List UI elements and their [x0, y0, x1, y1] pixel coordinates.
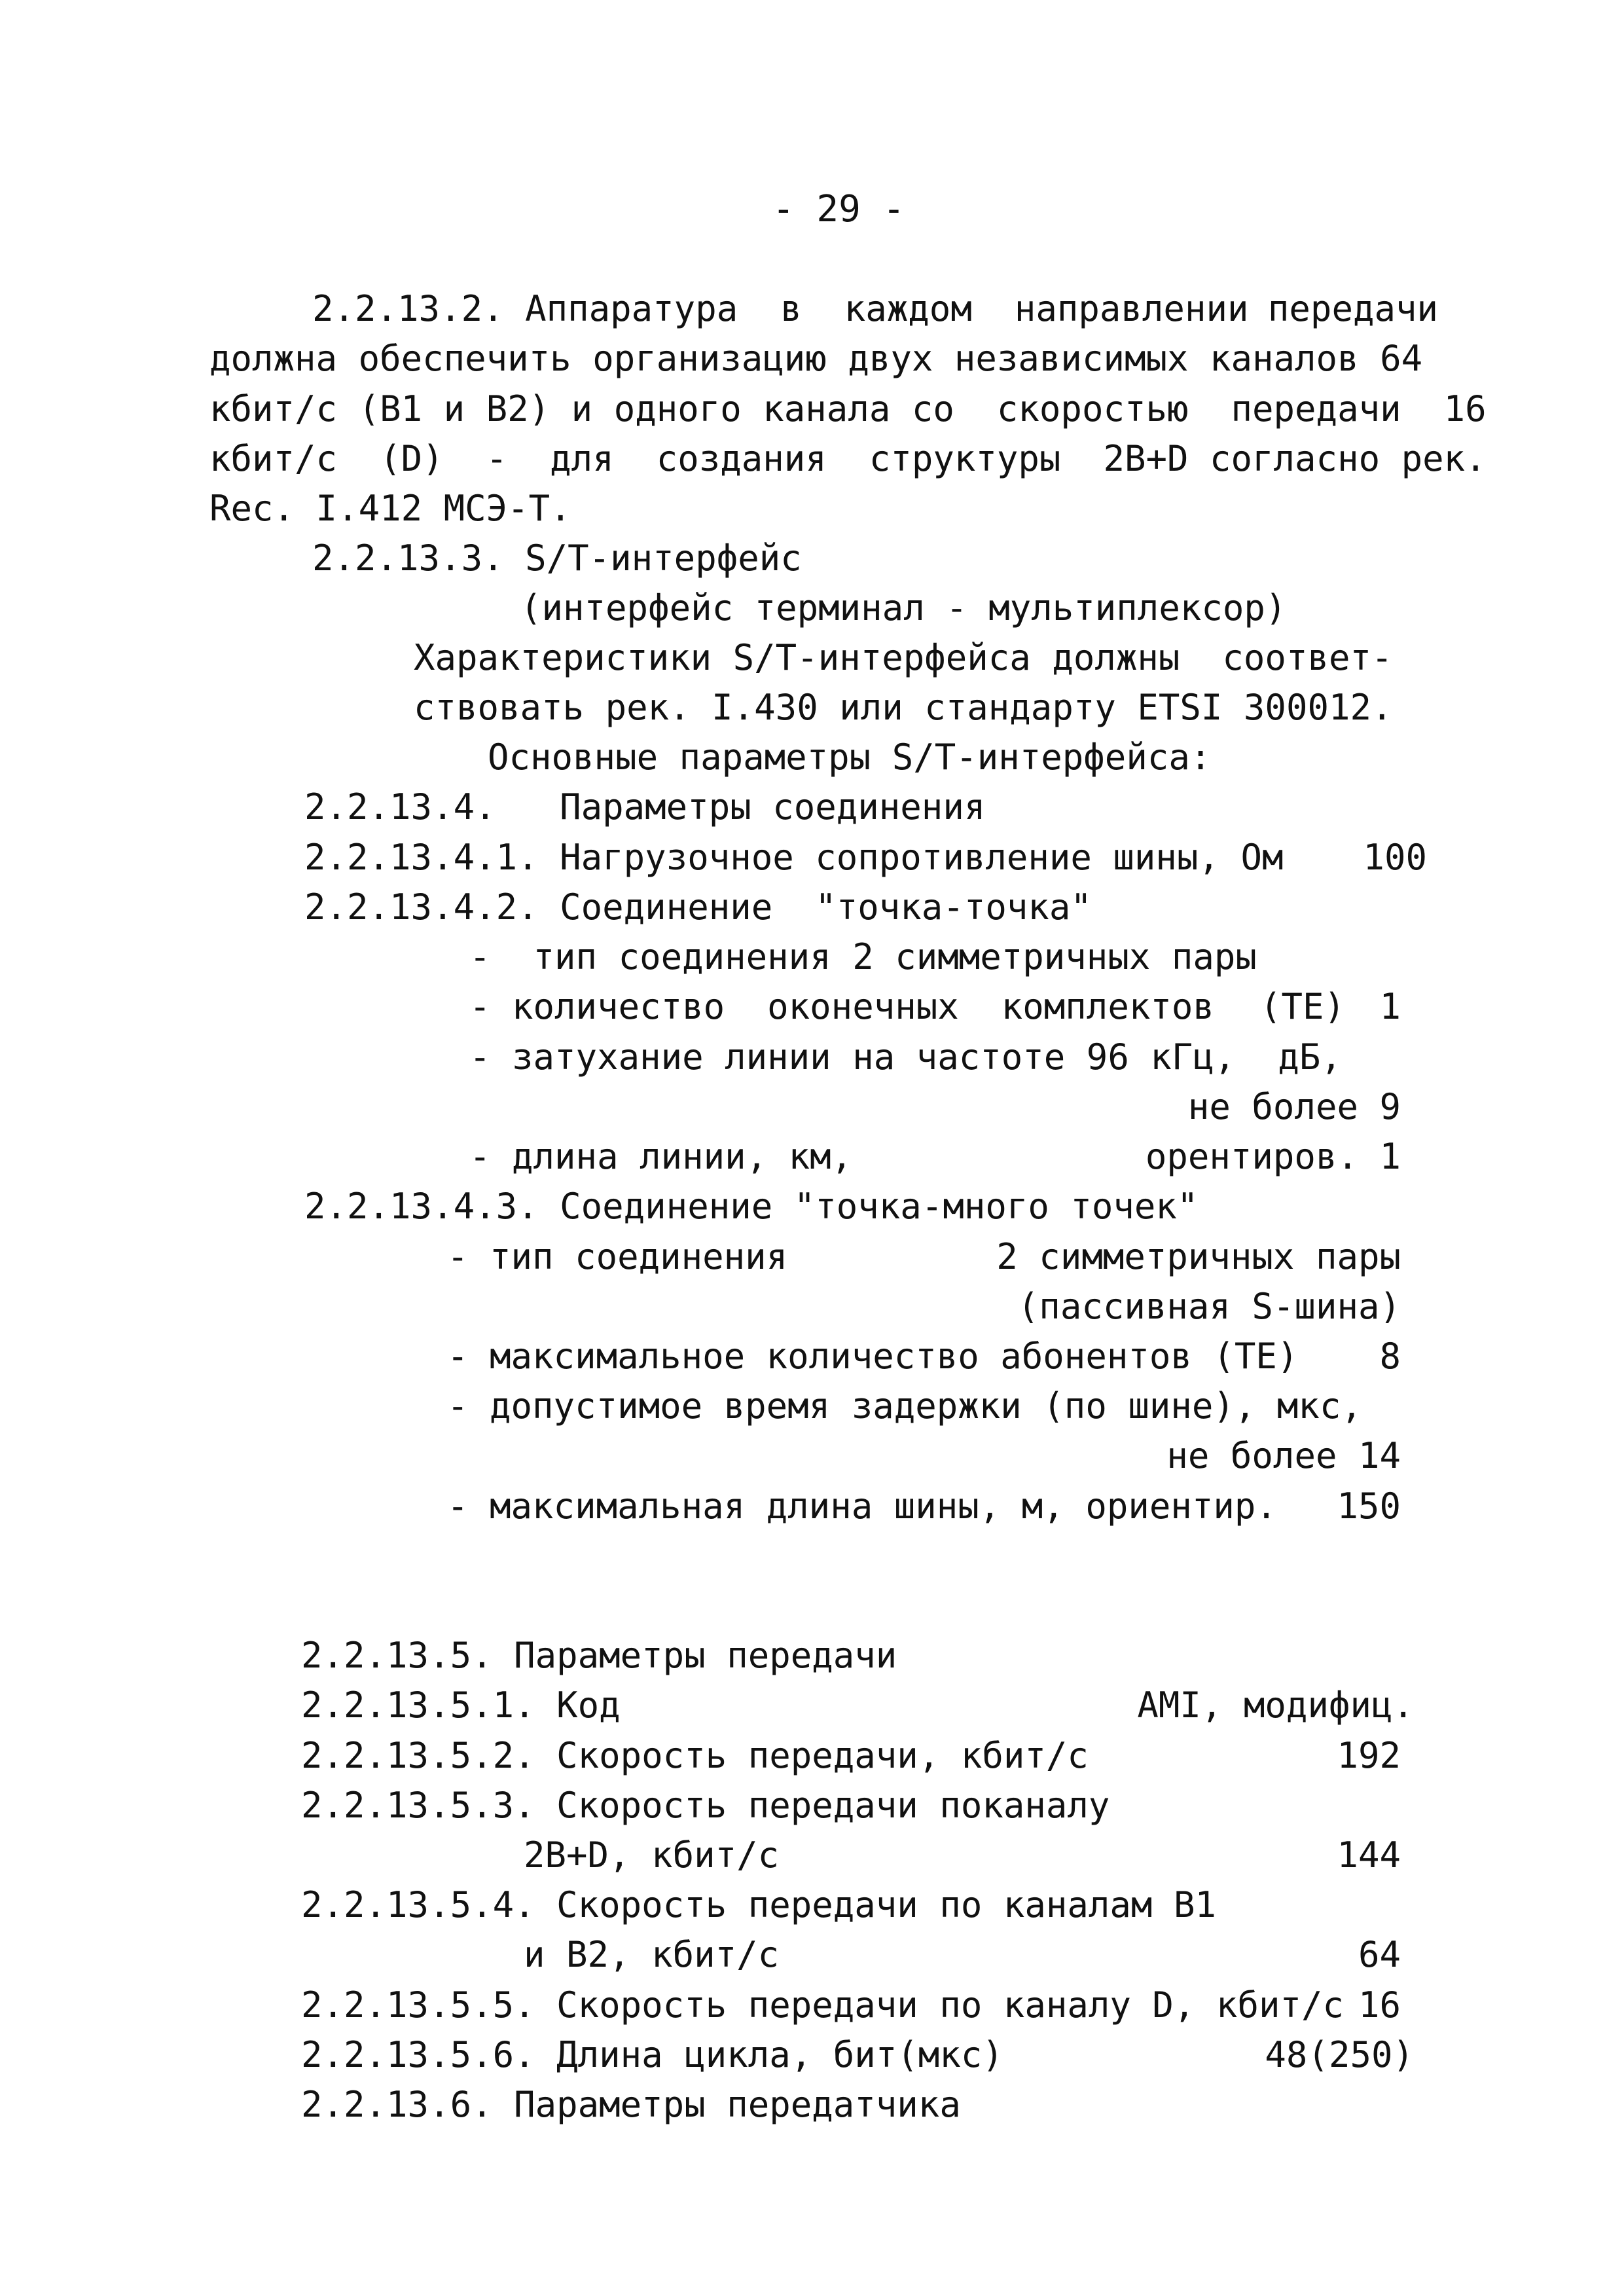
- p2mp-max-subscribers-label: - максимальное количество абонентов (ТЕ): [447, 1336, 1299, 1377]
- para-2-2-13-2-line-2: должна обеспечить организацию двух независимых каналов 64: [209, 338, 1423, 379]
- p2p-terminal-count-unit: (ТЕ): [1260, 986, 1346, 1027]
- p2p-connection-type: - тип соединения 2 симметричных пары: [469, 936, 1257, 977]
- p2p-attenuation-label: - затухание линии на частоте 96 кГц, дБ,: [469, 1036, 1342, 1078]
- para-2-2-13-2-line-4: кбит/с (D) - для создания структуры 2B+D согласно рек.: [209, 438, 1487, 479]
- p2p-terminal-count-value: 1: [1379, 986, 1401, 1027]
- para-2-2-13-2-line-1: [312, 286, 1438, 332]
- para-line-text: передачи: [1267, 288, 1438, 329]
- code-value: AMI, модифиц.: [1137, 1685, 1414, 1726]
- p2p-terminal-count-label: - количество оконечных комплектов: [469, 986, 1214, 1027]
- rate-2bd-label: 2.2.13.5.3. Скорость передачи поканалу: [301, 1785, 1110, 1826]
- page-number: - 29 -: [772, 188, 905, 230]
- st-characteristics-line-1: Характеристики S/T-интерфейса должны соответ-: [414, 637, 1393, 678]
- rate-d-channel-label: 2.2.13.5.5. Скорость передачи по каналу D, кбит/с: [301, 1984, 1344, 2026]
- para-line-text: 2.2.13.2. Аппаратура в каждом направлении: [312, 288, 1249, 329]
- p2mp-delay-value: не более 14: [1166, 1435, 1401, 1476]
- rate-d-channel-value: 16: [1358, 1984, 1401, 2026]
- p2p-attenuation-value: не более 9: [1187, 1086, 1401, 1127]
- para-2-2-13-2-line-5: Rec. I.412 МСЭ-Т.: [209, 488, 571, 529]
- section-2-2-13-3-subheading: (интерфейс терминал - мультиплексор): [520, 587, 1287, 629]
- cycle-length-value: 48(250): [1265, 2034, 1414, 2075]
- rate-b-channels-value: 64: [1358, 1934, 1401, 1975]
- code-label: 2.2.13.5.1. Код: [301, 1685, 621, 1726]
- section-2-2-13-4-heading: 2.2.13.4. Параметры соединения: [304, 786, 986, 828]
- rate-b-channels-label-cont: и В2, кбит/с: [524, 1934, 780, 1975]
- para-2-2-13-2-line-3: кбит/с (В1 и В2) и одного канала со скоростью передачи 16: [209, 388, 1487, 429]
- p2mp-connection-type-note: (пассивная S-шина): [1017, 1286, 1401, 1327]
- p2mp-connection-type-value: 2 симметричных пары: [996, 1236, 1401, 1277]
- p2p-line-length-label: - длина линии, км,: [469, 1136, 853, 1177]
- point-to-multipoint-heading: 2.2.13.4.3. Соединение "точка-много точек": [304, 1186, 1199, 1227]
- p2p-line-length-value: орентиров. 1: [1145, 1136, 1401, 1177]
- section-2-2-13-3-heading: 2.2.13.3. S/T-интерфейс: [312, 538, 802, 579]
- p2mp-delay-label: - допустимое время задержки (по шине), мкс,: [447, 1385, 1362, 1427]
- section-2-2-13-5-heading: 2.2.13.5. Параметры передачи: [301, 1635, 897, 1676]
- rate-2bd-value: 144: [1337, 1834, 1401, 1876]
- rate-2bd-label-cont: 2B+D, кбит/с: [524, 1834, 780, 1876]
- st-basic-parameters-title: Основные параметры S/T-интерфейса:: [488, 737, 1212, 778]
- load-resistance-label: 2.2.13.4.1. Нагрузочное сопротивление шины, Ом: [304, 837, 1284, 878]
- load-resistance-value: 100: [1363, 837, 1427, 878]
- bit-rate-value: 192: [1337, 1735, 1401, 1776]
- point-to-point-heading: 2.2.13.4.2. Соединение "точка-точка": [304, 886, 1092, 928]
- p2mp-bus-length-value: 150: [1337, 1485, 1401, 1527]
- rate-b-channels-label: 2.2.13.5.4. Скорость передачи по каналам В1: [301, 1884, 1216, 1925]
- p2mp-max-subscribers-value: 8: [1379, 1336, 1401, 1377]
- cycle-length-label: 2.2.13.5.6. Длина цикла, бит(мкс): [301, 2034, 1003, 2075]
- p2mp-bus-length-label: - максимальная длина шины, м, ориентир.: [447, 1485, 1277, 1527]
- p2mp-connection-type-label: - тип соединения: [447, 1236, 788, 1277]
- bit-rate-label: 2.2.13.5.2. Скорость передачи, кбит/с: [301, 1735, 1089, 1776]
- section-2-2-13-6-heading: 2.2.13.6. Параметры передатчика: [301, 2084, 961, 2125]
- st-characteristics-line-2: ствовать рек. I.430 или стандарту ETSI 300012.: [414, 687, 1393, 728]
